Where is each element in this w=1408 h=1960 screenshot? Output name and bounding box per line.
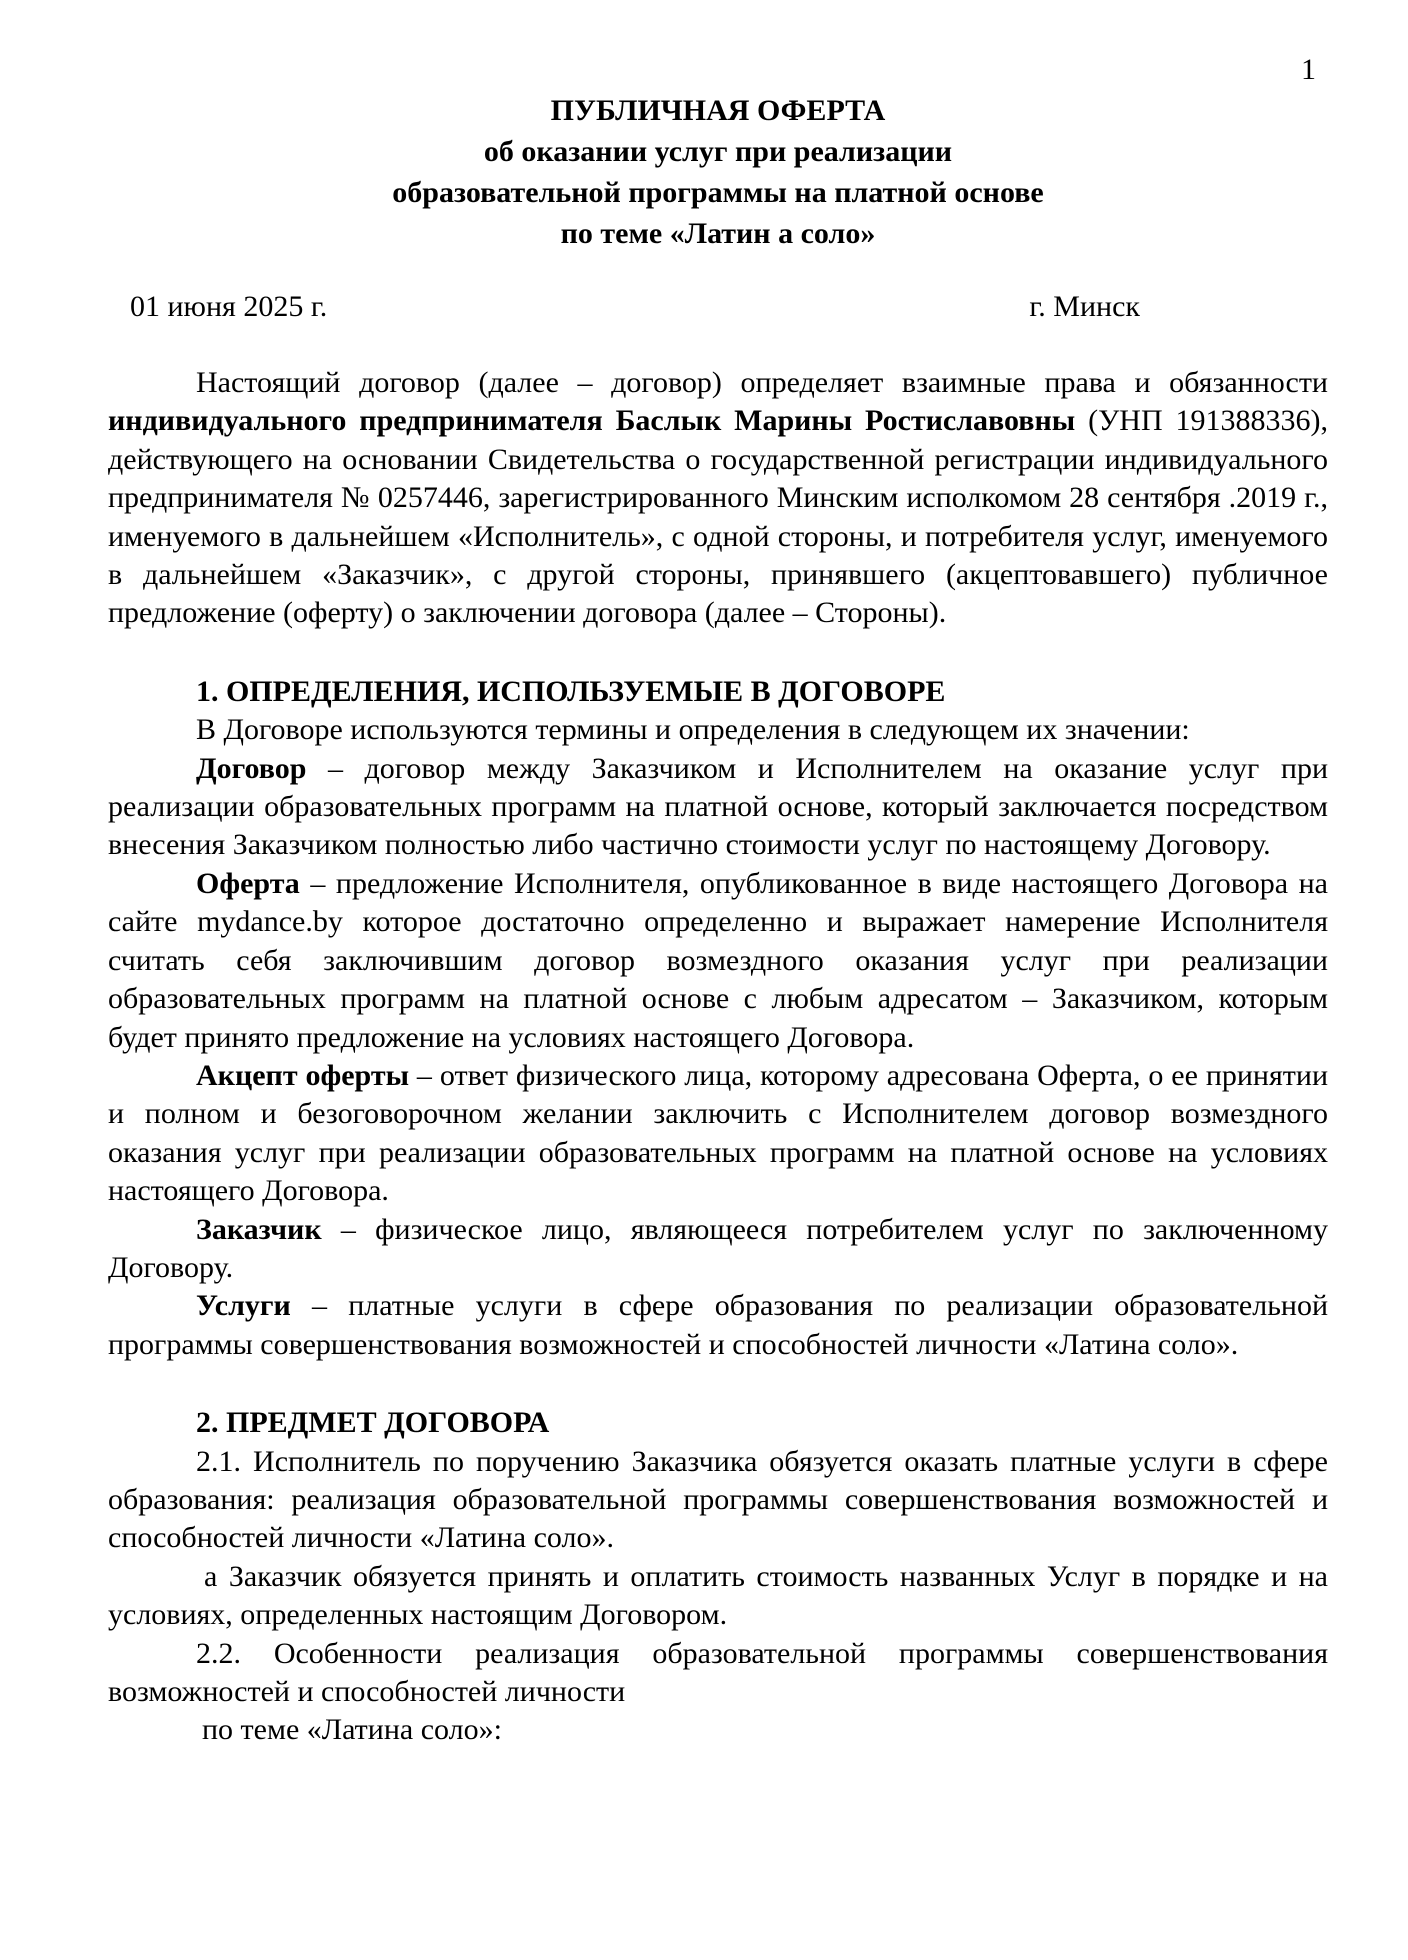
- definition-uslugi: [108, 1287, 1328, 1364]
- definition-term: Договор: [196, 751, 307, 785]
- section-1-heading: 1. ОПРЕДЕЛЕНИЯ, ИСПОЛЬЗУЕМЫЕ В ДОГОВОРЕ: [196, 674, 946, 708]
- definition-zakazchik: [108, 1211, 1328, 1288]
- intro-text-1: Настоящий договор (далее – договор) определяет взаимные права и обязанности: [196, 366, 1328, 399]
- definition-term: Услуги: [196, 1289, 291, 1323]
- definition-text: – физическое лицо, являющееся потребителем услуг по заключенному Договору.: [108, 1212, 1328, 1284]
- clause-2-1-continued: а Заказчик обязуется принять и оплатить стоимость названных Услуг в порядке и на условиях, определенных настоящим Договором.: [108, 1559, 1328, 1632]
- definition-text: – платные услуги в сфере образования по реализации образовательной программы совершенствования возможностей и способностей личности «Латина соло».: [108, 1289, 1328, 1361]
- title-line-2: об оказании услуг при реализации: [483, 135, 953, 168]
- page-number: 1: [1301, 53, 1316, 86]
- definition-term: Акцепт оферты: [196, 1058, 410, 1092]
- document-date: 01 июня 2025 г.: [130, 290, 328, 323]
- intro-paragraph: [108, 364, 1328, 633]
- title-line-4: по теме «Латин а соло»: [560, 217, 876, 250]
- definition-term: Заказчик: [196, 1212, 322, 1246]
- date-location-row: [130, 287, 1140, 327]
- intro-party-name: индивидуального предпринимателя Баслык Марины Ростиславовны: [108, 404, 1076, 438]
- intro-text-2: (УНП 191388336), действующего на основании Свидетельства о государственной регистрации индивидуального предпринимателя № 0257446, зарегистрированного Минским исполкомом 28 сентября .2019 г., именуемого в дальнейшем «Исполнитель», с одной стороны, и потребителя услуг, именуемого в дальнейшем «Заказчик», с другой стороны, принявшего (акцептовавшего) публичное предложение (оферту) о заключении договора (далее – Стороны).: [108, 404, 1328, 630]
- definition-text: – договор между Заказчиком и Исполнителем на оказание услуг при реализации образовательных программ на платной основе, который заключается посредством внесения Заказчиком полностью либо частично стоимости услуг по настоящему Договору.: [108, 751, 1328, 862]
- definition-text: – ответ физического лица, которому адресована Оферта, о ее принятии и полном и безоговорочном желании заключить с Исполнителем договор возмездного оказания услуг при реализации образовательных программ на платной основе на условиях настоящего Договора.: [108, 1058, 1329, 1208]
- section-1-lead: В Договоре используются термины и определения в следующем их значении:: [196, 713, 1190, 747]
- section-2-heading: 2. ПРЕДМЕТ ДОГОВОРА: [196, 1406, 550, 1440]
- definition-oferta: [108, 865, 1328, 1057]
- document-city: г. Минск: [1029, 290, 1140, 323]
- document-body: [108, 364, 1328, 1750]
- definition-text: – предложение Исполнителя, опубликованное в виде настоящего Договора на сайте mydance.by которое достаточно определенно и выражает намерение Исполнителя считать себя заключившим договор возмездного оказания услуг при реализации образовательных программ на платной основе с любым адресатом – Заказчиком, которым будет принято предложение на условиях настоящего Договора.: [108, 866, 1328, 1054]
- definition-term: Оферта: [196, 866, 300, 900]
- definition-dogovor: [108, 750, 1328, 865]
- title-line-1: ПУБЛИЧНАЯ ОФЕРТА: [550, 94, 886, 127]
- definition-akcept: [108, 1057, 1328, 1211]
- spacer: [108, 1364, 1328, 1404]
- title-line-3: образовательной программы на платной основе: [392, 176, 1044, 209]
- document-title: [108, 90, 1328, 254]
- clause-2-1: 2.1. Исполнитель по поручению Заказчика обязуется оказать платные услуги в сфере образования: реализация образовательной программы совершенствования возможностей и способностей личности «Латина соло».: [108, 1444, 1328, 1555]
- clause-2-2: 2.2. Особенности реализация образовательной программы совершенствования возможностей и способностей личности: [108, 1636, 1328, 1708]
- clause-2-2-topic: по теме «Латина соло»:: [202, 1713, 502, 1747]
- spacer: [108, 633, 1328, 673]
